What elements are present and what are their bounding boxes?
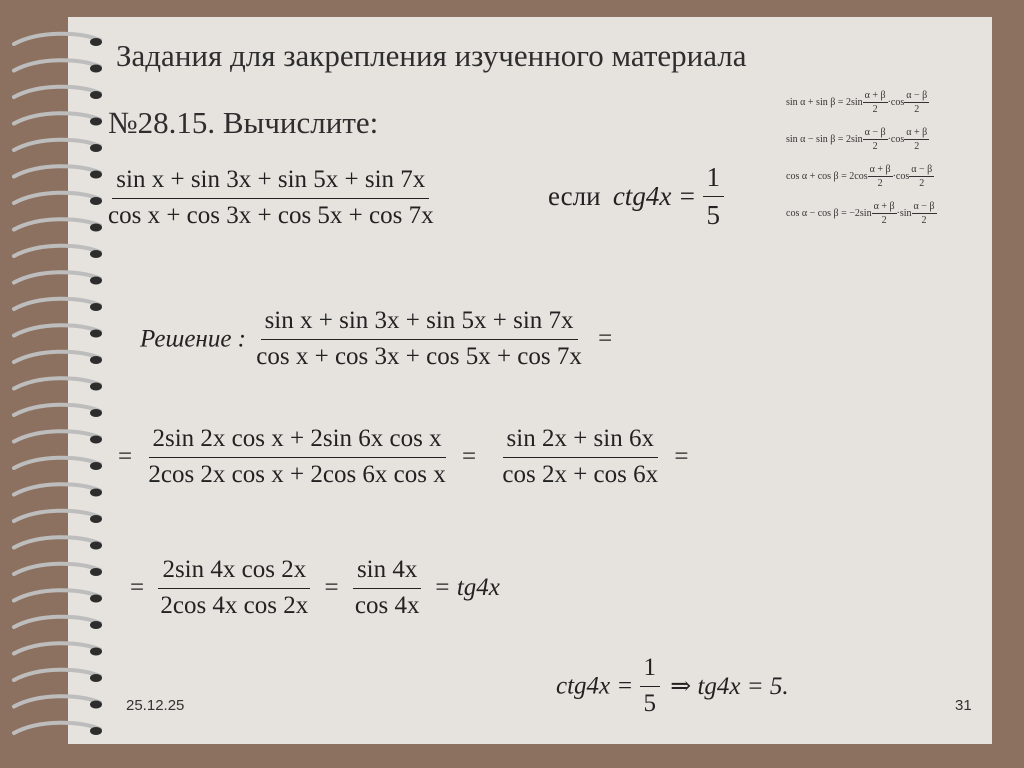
solution-label: Решение : (140, 325, 247, 353)
fraction-numerator: 2sin 2x cos x + 2sin 6x cos x (149, 425, 446, 458)
equals-sign: = (598, 325, 613, 353)
fraction-denominator: 2 (872, 141, 878, 152)
formula-lhs: cos α − cos β = −2sin (786, 208, 872, 219)
reference-formulas (786, 84, 937, 232)
fraction-denominator: 2 (914, 141, 920, 152)
spiral-ring (14, 511, 100, 521)
fraction-numerator: α + β (868, 164, 893, 178)
fraction-numerator: α + β (863, 90, 888, 104)
spiral-hole (90, 330, 102, 338)
spiral-hole (90, 701, 102, 709)
task-label: №28.15. Вычислите: (108, 105, 379, 140)
spiral-hole (90, 303, 102, 311)
solution-fraction (144, 425, 449, 490)
spiral-ring (14, 643, 100, 653)
problem-condition (548, 162, 724, 231)
formula-fraction (863, 90, 888, 116)
spiral-ring (14, 34, 100, 44)
spiral-hole (90, 171, 102, 179)
spiral-ring (14, 378, 100, 388)
fraction-denominator: cos x + cos 3x + cos 5x + cos 7x (256, 342, 582, 370)
spiral-ring (14, 405, 100, 415)
fraction-numerator: sin x + sin 3x + sin 5x + sin 7x (261, 307, 578, 340)
fraction-numerator: α + β (904, 127, 929, 141)
fraction-denominator: 2cos 4x cos 2x (160, 591, 309, 619)
spiral-ring (14, 113, 100, 123)
fraction-denominator: 2cos 2x cos x + 2cos 6x cos x (148, 460, 446, 488)
page-number: 31 (955, 697, 972, 714)
condition-word: если (548, 181, 601, 212)
condition-lhs: ctg4x = (612, 181, 697, 212)
formula-fraction (872, 201, 897, 227)
fraction-numerator: α + β (872, 201, 897, 215)
condition-fraction (703, 162, 725, 231)
conclusion-fraction (640, 654, 661, 719)
spiral-hole (90, 224, 102, 232)
spiral-ring (14, 87, 100, 97)
fraction-denominator: 2 (914, 104, 920, 115)
formula-mid: ·cos (887, 134, 905, 145)
formula-row (786, 121, 937, 158)
formula-mid: ·cos (887, 97, 905, 108)
solution-fraction (351, 556, 424, 621)
spiral-hole (90, 436, 102, 444)
solution-fraction (156, 556, 312, 621)
equals-sign: = (674, 443, 689, 471)
fraction-denominator: cos 2x + cos 6x (502, 460, 659, 488)
spiral-hole (90, 489, 102, 497)
solution-step-4 (130, 556, 500, 621)
formula-row (786, 195, 937, 232)
spiral-hole (90, 515, 102, 523)
spiral-ring (14, 590, 100, 600)
fraction-denominator: 2 (881, 215, 887, 226)
spiral-ring (14, 696, 100, 706)
fraction-numerator: sin 4x (353, 556, 421, 589)
slide-title: Задания для закрепления изученного материала (116, 38, 747, 73)
conclusion-lhs: ctg4x = (556, 672, 634, 700)
spiral-hole (90, 383, 102, 391)
spiral-ring (14, 670, 100, 680)
spiral-ring (14, 60, 100, 70)
spiral-hole (90, 648, 102, 656)
fraction-denominator: cos x + cos 3x + cos 5x + cos 7x (108, 201, 434, 229)
equals-sign: = (130, 574, 145, 602)
formula-lhs: sin α − sin β = 2sin (786, 134, 863, 145)
spiral-ring (14, 537, 100, 547)
solution-fraction (252, 307, 586, 372)
fraction-denominator: 2 (877, 178, 883, 189)
spiral-ring (14, 246, 100, 256)
spiral-ring (14, 617, 100, 627)
solution-conclusion (556, 654, 789, 719)
formula-lhs: cos α + cos β = 2cos (786, 171, 868, 182)
spiral-hole (90, 197, 102, 205)
spiral-ring (14, 352, 100, 362)
spiral-hole (90, 356, 102, 364)
spiral-hole (90, 542, 102, 550)
spiral-hole (90, 621, 102, 629)
fraction-denominator: cos 4x (354, 591, 420, 619)
equals-sign: = (324, 574, 339, 602)
spiral-ring (14, 431, 100, 441)
formula-fraction (912, 201, 937, 227)
solution-fraction (498, 425, 662, 490)
spiral-hole (90, 409, 102, 417)
fraction-denominator: 5 (706, 200, 721, 231)
fraction-denominator: 2 (919, 178, 925, 189)
fraction-denominator: 2 (872, 104, 878, 115)
fraction-numerator: 1 (703, 162, 725, 197)
formula-fraction (904, 90, 929, 116)
formula-fraction (868, 164, 893, 190)
spiral-hole (90, 727, 102, 735)
fraction-denominator: 5 (643, 689, 657, 717)
spiral-ring (14, 219, 100, 229)
fraction-numerator: 1 (640, 654, 661, 687)
solution-step-2 (118, 425, 694, 490)
spiral-hole (90, 250, 102, 258)
formula-mid: ·cos (892, 171, 910, 182)
spiral-hole (90, 65, 102, 73)
fraction-numerator: α − β (904, 90, 929, 104)
spiral-ring (14, 140, 100, 150)
spiral-ring (14, 272, 100, 282)
spiral-ring (14, 166, 100, 176)
spiral-hole (90, 144, 102, 152)
solution-step-1 (140, 307, 618, 372)
slide-date: 25.12.25 (126, 697, 185, 714)
spiral-hole (90, 568, 102, 576)
fraction-numerator: α − β (909, 164, 934, 178)
problem-expression (104, 166, 438, 231)
fraction-numerator: sin x + sin 3x + sin 5x + sin 7x (112, 166, 429, 199)
spiral-ring (14, 564, 100, 574)
spiral-hole (90, 91, 102, 99)
problem-fraction (104, 166, 438, 231)
formula-lhs: sin α + sin β = 2sin (786, 97, 863, 108)
spiral-ring (14, 723, 100, 733)
spiral-ring (14, 484, 100, 494)
spiral-hole (90, 38, 102, 46)
formula-row (786, 158, 937, 195)
spiral-hole (90, 595, 102, 603)
spiral-hole (90, 674, 102, 682)
fraction-denominator: 2 (921, 215, 927, 226)
formula-fraction (863, 127, 888, 153)
equals-sign: = (118, 443, 133, 471)
spiral-ring (14, 193, 100, 203)
conclusion-rhs: ⇒ tg4x = 5. (670, 673, 789, 701)
formula-mid: ·sin (896, 208, 912, 219)
spiral-ring (14, 458, 100, 468)
spiral-hole (90, 277, 102, 285)
fraction-numerator: α − β (912, 201, 937, 215)
equals-sign: = (462, 443, 477, 471)
formula-fraction (909, 164, 934, 190)
spiral-ring (14, 299, 100, 309)
spiral-hole (90, 118, 102, 126)
result-tg4x: = tg4x (433, 574, 500, 602)
formula-row (786, 84, 937, 121)
spiral-ring (14, 325, 100, 335)
formula-fraction (904, 127, 929, 153)
fraction-numerator: α − β (863, 127, 888, 141)
fraction-numerator: 2sin 4x cos 2x (158, 556, 310, 589)
fraction-numerator: sin 2x + sin 6x (503, 425, 658, 458)
spiral-hole (90, 462, 102, 470)
